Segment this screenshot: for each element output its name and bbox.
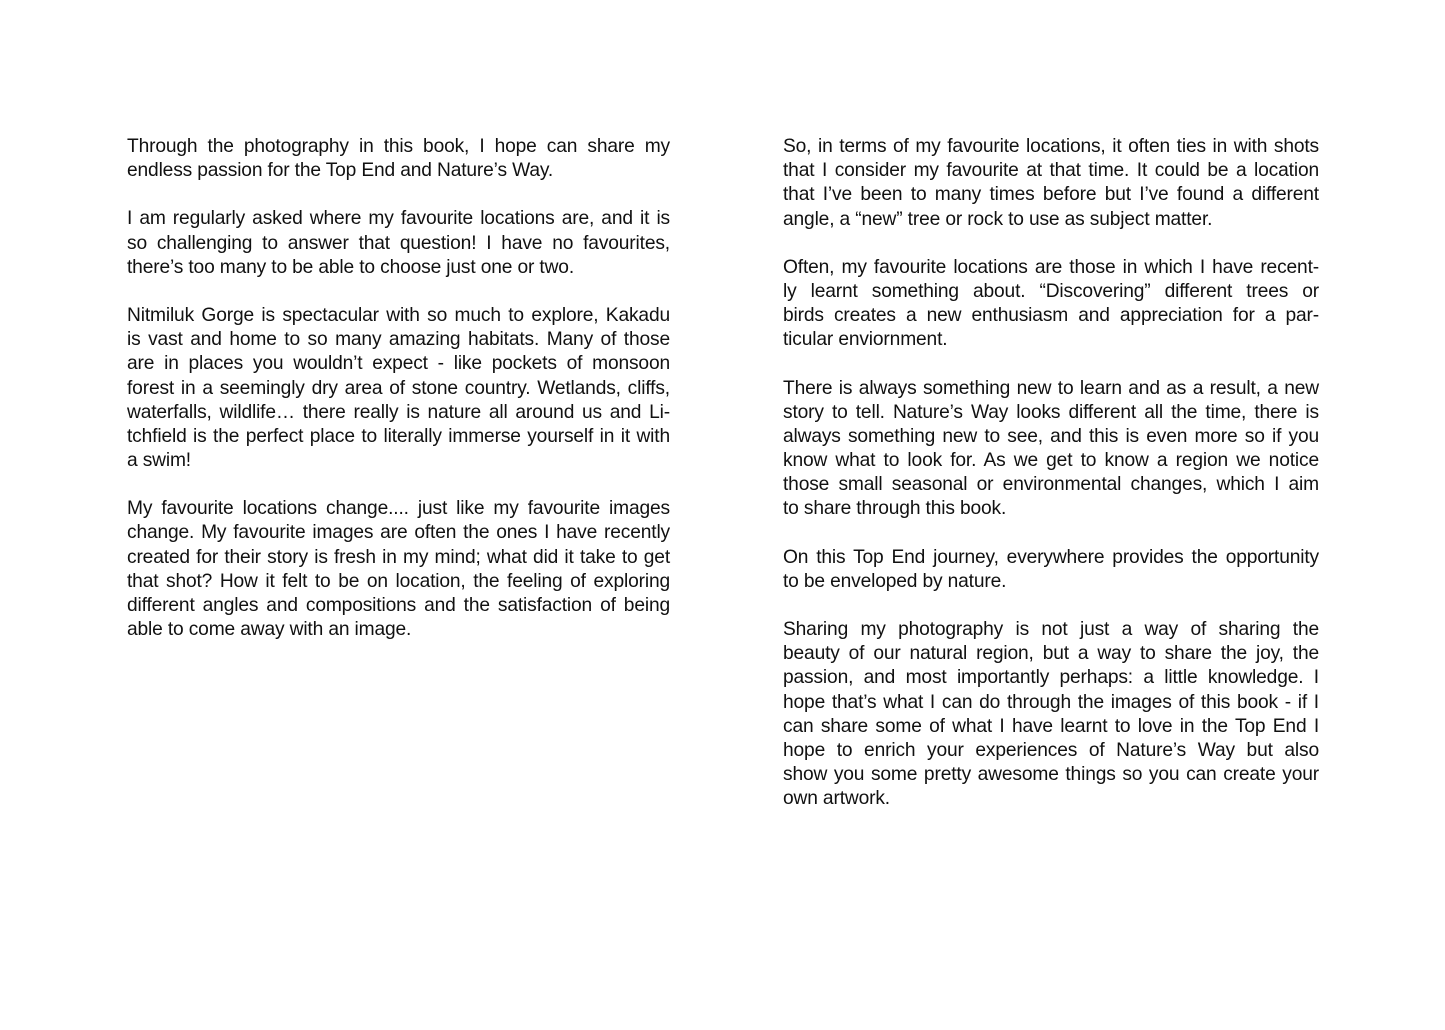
text-line: There is always something new to learn and as a result, a new xyxy=(783,377,1319,399)
paragraph xyxy=(783,546,1319,594)
text-line: able to come away with an image. xyxy=(127,619,412,641)
text-line: a swim! xyxy=(127,450,191,472)
paragraph xyxy=(127,135,670,183)
text-line: always something new to see, and this is even more so if you xyxy=(783,425,1319,447)
text-line: hope to enrich your experiences of Nature’s Way but also xyxy=(783,739,1319,761)
paragraph xyxy=(783,135,1319,232)
text-line: Through the photography in this book, I hope can share my xyxy=(127,136,670,157)
paragraph xyxy=(783,256,1319,353)
text-line: My favourite locations change.... just like my favourite images xyxy=(127,498,670,520)
text-line: I am regularly asked where my favourite locations are, and it is xyxy=(127,208,670,230)
text-line: can share some of what I have learnt to love in the Top End I xyxy=(783,715,1319,737)
text-line: to share through this book. xyxy=(783,498,1007,520)
text-line: change. My favourite images are often the ones I have recently xyxy=(127,522,670,544)
text-line: to be enveloped by nature. xyxy=(783,570,1007,592)
text-line: those small seasonal or environmental changes, which I aim xyxy=(783,474,1319,496)
text-line: ly learnt something about. “Discovering” different trees or xyxy=(783,280,1319,302)
text-line: that I consider my favourite at that time. It could be a location xyxy=(783,160,1319,182)
text-line: Nitmiluk Gorge is spectacular with so much to explore, Kakadu xyxy=(127,304,670,326)
text-line: are in places you wouldn’t expect - like pockets of monsoon xyxy=(127,353,670,375)
text-line: birds creates a new enthusiasm and appreciation for a par- xyxy=(783,305,1319,327)
text-line: own artwork. xyxy=(783,788,890,810)
text-line: that I’ve been to many times before but I’ve found a different xyxy=(783,184,1319,206)
text-line: show you some pretty awesome things so you can create your xyxy=(783,764,1319,786)
text-line: ticular enviornment. xyxy=(783,329,948,351)
text-line: created for their story is fresh in my mind; what did it take to get xyxy=(127,546,670,568)
text-line: story to tell. Nature’s Way looks different all the time, there is xyxy=(783,401,1319,423)
paragraph xyxy=(783,618,1319,812)
text-line: waterfalls, wildlife… there really is nature all around us and Li- xyxy=(127,401,670,423)
paragraph xyxy=(127,497,670,642)
text-line: know what to look for. As we get to know a region we notice xyxy=(783,450,1319,472)
text-line: forest in a seemingly dry area of stone country. Wetlands, cliffs, xyxy=(127,377,670,399)
text-line: Often, my favourite locations are those in which I have recent- xyxy=(783,256,1319,278)
text-line: beauty of our natural region, but a way to share the joy, the xyxy=(783,643,1319,665)
text-line: tchfield is the perfect place to literally immerse yourself in it with xyxy=(127,425,670,447)
text-line: different angles and compositions and the satisfaction of being xyxy=(127,595,670,616)
text-line: is vast and home to so many amazing habitats. Many of those xyxy=(127,329,670,351)
text-line: hope that’s what I can do through the images of this book - if I xyxy=(783,691,1319,713)
paragraph xyxy=(783,377,1319,522)
text-line: passion, and most importantly perhaps: a little knowledge. I xyxy=(783,667,1319,689)
left-page-column xyxy=(127,135,670,666)
text-line: there’s too many to be able to choose just one or two. xyxy=(127,256,574,278)
text-line: that shot? How it felt to be on location, the feeling of exploring xyxy=(127,570,670,592)
text-line: so challenging to answer that question! I have no favourites, xyxy=(127,232,670,254)
right-page-column xyxy=(783,135,1319,836)
paragraph xyxy=(127,207,670,280)
paragraph xyxy=(127,304,670,473)
text-line: So, in terms of my favourite locations, it often ties in with shots xyxy=(783,136,1319,157)
text-line: Sharing my photography is not just a way of sharing the xyxy=(783,619,1319,640)
text-line: endless passion for the Top End and Nature’s Way. xyxy=(127,160,554,182)
text-line: On this Top End journey, everywhere provides the opportunity xyxy=(783,546,1319,568)
text-line: angle, a “new” tree or rock to use as subject matter. xyxy=(783,208,1213,230)
